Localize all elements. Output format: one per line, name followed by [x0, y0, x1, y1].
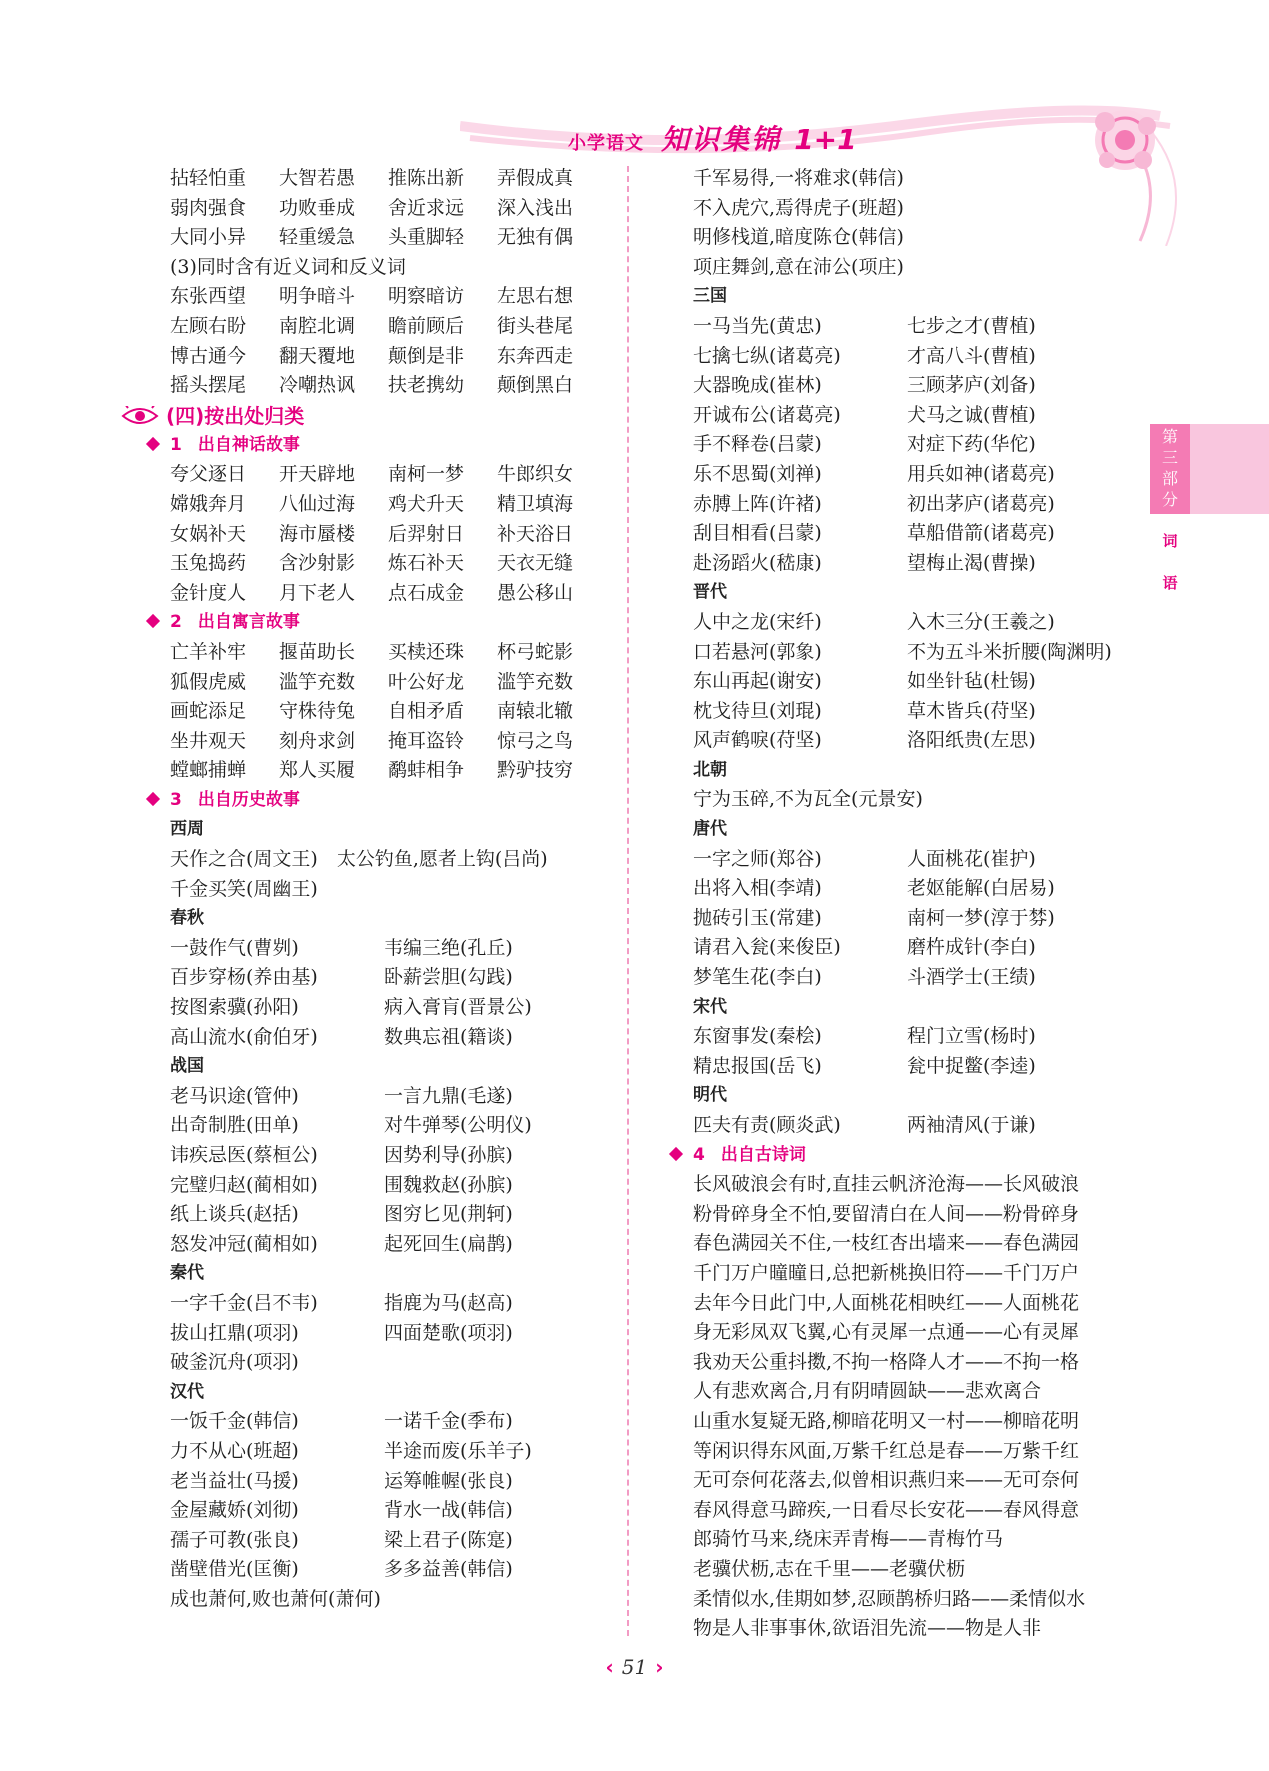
idiom-list-jin — [693, 608, 1153, 756]
subheading-history: 3 出自历史故事 — [148, 786, 610, 816]
table-row — [693, 933, 1153, 963]
idiom-list-han-continued — [693, 164, 1153, 282]
idiom-entry: 揠苗助长 — [279, 640, 356, 663]
idiom-entry: 推陈出新 — [388, 167, 465, 189]
list-item: 项庄舞剑,意在沛公(项庄) — [693, 255, 904, 278]
table-row — [170, 1319, 610, 1349]
table-row — [693, 667, 1153, 697]
idiom-entry: 亡羊补牢 — [170, 640, 247, 663]
table-row — [693, 697, 1153, 727]
idiom-entry: 坐井观天 — [170, 729, 247, 752]
list-item: 柔情似水,佳期如梦,忍顾鹊桥归路——柔情似水 — [693, 1587, 1086, 1610]
idiom-entry: 病入膏肓(晋景公) — [384, 996, 532, 1019]
idiom-entry: 金屋藏娇(刘彻) — [170, 1499, 299, 1522]
table-row — [693, 845, 1153, 875]
idiom-entry: 梁上君子(陈寔) — [384, 1528, 513, 1551]
list-item: 等闲识得东风面,万紫千红总是春——万紫千红 — [693, 1439, 1080, 1462]
idiom-entry: 三顾茅庐(刘备) — [907, 374, 1036, 397]
table-row — [693, 490, 1153, 520]
idiom-entry: 望梅止渴(曹操) — [907, 551, 1036, 574]
table-row — [170, 223, 610, 253]
table-row — [693, 519, 1153, 549]
idiom-entry: 磨杵成针(李白) — [907, 936, 1036, 959]
idiom-entry: 请君入瓮(来俊臣) — [693, 936, 841, 959]
idiom-entry: 卧薪尝胆(勾践) — [384, 966, 513, 989]
side-tab-part: 第 三 部 分 — [1161, 427, 1178, 509]
table-row — [170, 638, 610, 668]
idiom-entry: 运筹帷幄(张良) — [384, 1469, 513, 1492]
idiom-entry: 瞻前顾后 — [388, 314, 465, 337]
idiom-entry: 一言九鼎(毛遂) — [384, 1084, 513, 1107]
idiom-list-myth — [170, 460, 610, 608]
table-row — [170, 668, 610, 698]
idiom-entry: 左思右想 — [497, 285, 574, 308]
idiom-entry: 出将入相(李靖) — [693, 877, 822, 900]
idiom-entry: 抛砖引玉(常建) — [693, 906, 822, 929]
idiom-list-qin — [170, 1289, 610, 1378]
left-column — [166, 164, 610, 1615]
side-tab-category: 词 语 — [1162, 532, 1178, 592]
table-row — [170, 194, 610, 224]
idiom-entry: 狐假虎威 — [170, 670, 247, 693]
idiom-entry: 牛郎织女 — [497, 463, 574, 486]
idiom-entry: 含沙射影 — [279, 552, 356, 575]
idiom-entry: 草木皆兵(苻坚) — [907, 699, 1036, 722]
idiom-entry: 如坐针毡(杜锡) — [907, 670, 1036, 693]
list-item: 山重水复疑无路,柳暗花明又一村——柳暗花明 — [693, 1409, 1080, 1432]
idiom-entry: 一马当先(黄忠) — [693, 314, 822, 337]
idiom-entry: 南腔北调 — [279, 314, 356, 337]
list-item: 千军易得,一将难求(韩信) — [693, 167, 904, 189]
idiom-entry: 精忠报国(岳飞) — [693, 1054, 822, 1077]
list-item: 粉骨碎身全不怕,要留清白在人间——粉骨碎身 — [693, 1202, 1080, 1225]
book-header — [568, 118, 857, 158]
page-number-value: 51 — [621, 1655, 648, 1679]
idiom-entry: 老马识途(管仲) — [170, 1084, 299, 1107]
idiom-list-poetry — [693, 1170, 1153, 1644]
idiom-entry: 颠倒黑白 — [497, 374, 574, 397]
diamond-icon — [146, 614, 160, 628]
list-item: 人有悲欢离合,月有阴晴圆缺——悲欢离合 — [693, 1380, 1042, 1403]
idiom-entry: 赤膊上阵(许褚) — [693, 492, 822, 515]
idiom-entry: 滥竽充数 — [497, 670, 574, 693]
idiom-entry: 弱肉强食 — [170, 196, 247, 219]
list-item: 天作之合(周文王) 太公钓鱼,愿者上钩(吕尚) — [170, 848, 548, 871]
idiom-entry: 指鹿为马(赵高) — [384, 1291, 513, 1314]
idiom-entry: 街头巷尾 — [497, 314, 574, 337]
idiom-entry: 嫦娥奔月 — [170, 492, 247, 515]
idiom-entry: 冷嘲热讽 — [279, 374, 356, 397]
table-row — [170, 549, 610, 579]
idiom-list-chunqiu — [170, 934, 610, 1052]
chevron-left-icon: ‹ — [605, 1655, 614, 1679]
idiom-entry: 南柯一梦 — [388, 463, 465, 486]
idiom-entry: 手不释卷(吕蒙) — [693, 433, 822, 456]
idiom-entry: 因势利导(孙膑) — [384, 1144, 513, 1166]
table-row — [170, 727, 610, 757]
idiom-entry: 开诚布公(诸葛亮) — [693, 403, 841, 426]
idiom-entry: 梦笔生花(李白) — [693, 966, 822, 989]
idiom-entry: 才高八斗(曹植) — [907, 344, 1036, 367]
idiom-entry: 鹬蚌相争 — [388, 759, 465, 782]
table-row — [170, 993, 610, 1023]
idiom-entry: 多多益善(韩信) — [384, 1558, 513, 1581]
idiom-entry: 无独有偶 — [497, 226, 574, 249]
idiom-entry: 百步穿杨(养由基) — [170, 966, 318, 989]
idiom-entry: 滥竽充数 — [279, 670, 356, 693]
idiom-entry: 七步之才(曹植) — [907, 314, 1036, 337]
table-row — [170, 1082, 610, 1112]
diamond-icon — [146, 792, 160, 806]
idiom-entry — [384, 1348, 598, 1378]
subheading-myth: 1 出自神话故事 — [148, 431, 610, 461]
dynasty-label-sanguo: 三国 — [693, 286, 727, 307]
table-row — [170, 1289, 610, 1319]
list-item: 身无彩凤双飞翼,心有灵犀一点通——心有灵犀 — [693, 1321, 1080, 1344]
idiom-entry: 东奔西走 — [497, 344, 574, 367]
table-row — [170, 1437, 610, 1467]
idiom-entry: 大同小异 — [170, 226, 247, 249]
idiom-entry: 匹夫有责(顾炎武) — [693, 1114, 841, 1136]
table-row — [170, 756, 610, 786]
idiom-entry: 孺子可教(张良) — [170, 1528, 299, 1551]
table-row — [170, 934, 610, 964]
idiom-entry: 一诺千金(季布) — [384, 1410, 513, 1433]
list-item: 千门万户曈曈日,总把新桃换旧符——千门万户 — [693, 1261, 1080, 1284]
idiom-entry: 月下老人 — [279, 581, 356, 604]
idiom-entry: 破釜沉舟(项羽) — [170, 1351, 299, 1374]
header-subtitle: 小学语文 — [568, 133, 644, 154]
idiom-entry: 轻重缓急 — [279, 226, 356, 249]
section-4-title: (四)按出处归类 — [166, 403, 305, 428]
table-row — [170, 460, 610, 490]
idiom-entry: 初出茅庐(诸葛亮) — [907, 492, 1055, 515]
idiom-entry: 开天辟地 — [279, 463, 356, 486]
idiom-entry: 老当益壮(马援) — [170, 1469, 299, 1492]
idiom-entry: 金针度人 — [170, 581, 247, 604]
idiom-list-zhanguo — [170, 1082, 610, 1260]
idiom-entry: 夸父逐日 — [170, 463, 247, 486]
dynasty-label-chunqiu: 春秋 — [170, 908, 204, 929]
idiom-entry: 拔山扛鼎(项羽) — [170, 1321, 299, 1344]
list-item: 千金买笑(周幽王) — [170, 877, 318, 900]
idiom-entry: 一字千金(吕不韦) — [170, 1291, 318, 1314]
dynasty-label-ming: 明代 — [693, 1085, 727, 1106]
idiom-entry: 功败垂成 — [279, 196, 356, 219]
chevron-right-icon: › — [655, 1655, 664, 1679]
table-row — [693, 312, 1153, 342]
idiom-entry: 一鼓作气(曹刿) — [170, 936, 299, 959]
table-row — [170, 1200, 610, 1230]
idiom-entry: 犬马之诚(曹植) — [907, 403, 1036, 426]
idiom-entry: 纸上谈兵(赵括) — [170, 1203, 299, 1226]
idiom-entry: 怒发冲冠(蔺相如) — [170, 1232, 318, 1255]
table-row — [693, 342, 1153, 372]
idiom-entry: 大智若愚 — [279, 167, 356, 189]
idiom-entry: 高山流水(俞伯牙) — [170, 1025, 318, 1048]
dynasty-label-han: 汉代 — [170, 1381, 204, 1402]
idiom-list-antonyms — [170, 164, 610, 253]
table-row — [170, 1467, 610, 1497]
idiom-entry: 人中之龙(宋纤) — [693, 610, 822, 633]
list-item: 去年今日此门中,人面桃花相映红——人面桃花 — [693, 1291, 1080, 1314]
idiom-entry: 弄假成真 — [497, 167, 574, 189]
dynasty-label-xizhou: 西周 — [170, 819, 204, 840]
idiom-entry: 掩耳盗铃 — [388, 729, 465, 752]
idiom-entry: 背水一战(韩信) — [384, 1499, 513, 1522]
table-row — [170, 1348, 610, 1378]
list-item: 我劝天公重抖擞,不拘一格降人才——不拘一格 — [693, 1350, 1080, 1373]
dynasty-label-beichao: 北朝 — [693, 759, 727, 780]
idiom-entry: 炼石补天 — [388, 552, 465, 575]
idiom-entry: 按图索骥(孙阳) — [170, 996, 299, 1019]
idiom-entry: 补天浴日 — [497, 522, 574, 545]
table-row — [170, 342, 610, 372]
idiom-entry: 对牛弹琴(公明仪) — [384, 1114, 532, 1137]
idiom-entry: 南柯一梦(淳于棼) — [907, 906, 1055, 929]
section-4-heading — [120, 401, 610, 431]
table-row — [170, 282, 610, 312]
diamond-icon — [669, 1147, 683, 1161]
idiom-entry: 斗酒学士(王绩) — [907, 966, 1036, 989]
idiom-entry: 一饭千金(韩信) — [170, 1410, 299, 1433]
table-row — [170, 1407, 610, 1437]
idiom-entry: 起死回生(扁鹊) — [384, 1232, 513, 1255]
idiom-entry: 守株待兔 — [279, 700, 356, 723]
idiom-entry: 程门立雪(杨时) — [907, 1025, 1036, 1048]
subheading-poetry: 4 出自古诗词 — [671, 1141, 1153, 1171]
dynasty-label-qin: 秦代 — [170, 1263, 204, 1284]
table-row — [693, 874, 1153, 904]
idiom-entry: 完璧归赵(蔺相如) — [170, 1173, 318, 1196]
table-row — [170, 371, 610, 401]
idiom-entry: 韦编三绝(孔丘) — [384, 936, 513, 959]
idiom-entry: 摇头摆尾 — [170, 374, 247, 397]
idiom-list-fable — [170, 638, 610, 786]
table-row — [170, 164, 610, 194]
list-item: 郎骑竹马来,绕床弄青梅——青梅竹马 — [693, 1528, 1004, 1551]
table-row — [170, 1496, 610, 1526]
idiom-entry: 天衣无缝 — [497, 552, 574, 575]
idiom-entry: 画蛇添足 — [170, 700, 247, 723]
idiom-entry: 口若悬河(郭象) — [693, 640, 822, 663]
list-item: 长风破浪会有时,直挂云帆济沧海——长风破浪 — [693, 1173, 1080, 1196]
table-row — [170, 1230, 610, 1260]
idiom-entry: 四面楚歌(项羽) — [384, 1321, 513, 1344]
header-title: 知识集锦 — [661, 123, 782, 156]
idiom-list-han — [170, 1407, 610, 1585]
table-row — [693, 963, 1153, 993]
idiom-entry: 数典忘祖(籍谈) — [384, 1025, 513, 1048]
table-row — [693, 549, 1153, 579]
idiom-list-tang — [693, 845, 1153, 993]
flower-icon — [1095, 110, 1156, 170]
table-row — [170, 1111, 610, 1141]
table-row — [693, 430, 1153, 460]
idiom-entry: 刮目相看(吕蒙) — [693, 522, 822, 545]
idiom-entry: 乐不思蜀(刘禅) — [693, 462, 822, 485]
idiom-entry: 自相矛盾 — [388, 700, 465, 723]
table-row — [170, 1526, 610, 1556]
idiom-entry: 女娲补天 — [170, 522, 247, 545]
idiom-entry: 舍近求远 — [388, 196, 465, 219]
idiom-entry: 明察暗访 — [388, 285, 465, 308]
idiom-entry: 风声鹤唳(苻坚) — [693, 729, 822, 752]
idiom-entry: 海市蜃楼 — [279, 522, 356, 545]
idiom-entry: 七擒七纵(诸葛亮) — [693, 344, 841, 367]
page-number — [0, 1655, 1269, 1679]
eye-icon — [120, 406, 160, 426]
idiom-entry: 洛阳纸贵(左思) — [907, 729, 1036, 752]
table-row — [170, 520, 610, 550]
idiom-entry: 枕戈待旦(刘琨) — [693, 699, 822, 722]
header-edition: 1+1 — [794, 123, 857, 156]
table-row — [693, 1052, 1153, 1082]
idiom-entry: 黔驴技穷 — [497, 759, 574, 782]
idiom-entry: 头重脚轻 — [388, 226, 465, 249]
list-item: 物是人非事事休,欲语泪先流——物是人非 — [693, 1617, 1042, 1640]
table-row — [693, 726, 1153, 756]
idiom-entry: 买椟还珠 — [388, 640, 465, 663]
idiom-entry: 凿壁借光(匡衡) — [170, 1558, 299, 1581]
idiom-entry: 围魏救赵(孙膑) — [384, 1173, 513, 1196]
table-row — [170, 1555, 610, 1585]
table-row — [170, 312, 610, 342]
idiom-entry: 东山再起(谢安) — [693, 670, 822, 693]
idiom-entry: 大器晚成(崔林) — [693, 374, 822, 397]
idiom-entry: 对症下药(华佗) — [907, 433, 1036, 456]
idiom-entry: 拈轻怕重 — [170, 167, 247, 189]
idiom-entry: 东张西望 — [170, 285, 247, 308]
table-row — [170, 579, 610, 609]
idiom-entry: 刻舟求剑 — [279, 729, 356, 752]
table-row — [693, 1022, 1153, 1052]
idiom-entry: 东窗事发(秦桧) — [693, 1025, 822, 1048]
idiom-entry: 南辕北辙 — [497, 700, 574, 723]
idiom-entry: 左顾右盼 — [170, 314, 247, 337]
list-item: 明修栈道,暗度陈仓(韩信) — [693, 226, 904, 249]
table-row — [170, 1023, 610, 1053]
idiom-entry: 两袖清风(于谦) — [907, 1114, 1036, 1136]
idiom-entry: 出奇制胜(田单) — [170, 1114, 299, 1137]
idiom-entry: 讳疾忌医(蔡桓公) — [170, 1144, 318, 1166]
idiom-entry: 草船借箭(诸葛亮) — [907, 522, 1055, 545]
table-row — [170, 963, 610, 993]
idiom-entry: 螳螂捕蝉 — [170, 759, 247, 782]
list-item: 不入虎穴,焉得虎子(班超) — [693, 196, 904, 219]
table-row — [693, 401, 1153, 431]
right-column — [693, 164, 1153, 1644]
diamond-icon — [146, 437, 160, 451]
table-row — [693, 1111, 1153, 1141]
idiom-entry: 人面桃花(崔护) — [907, 847, 1036, 870]
idiom-entry: 不为五斗米折腰(陶渊明) — [907, 640, 1112, 663]
idiom-entry: 图穷匕见(荆轲) — [384, 1203, 513, 1226]
dynasty-label-tang: 唐代 — [693, 819, 727, 840]
idiom-entry: 一字之师(郑谷) — [693, 847, 822, 870]
idiom-entry: 老妪能解(白居易) — [907, 877, 1055, 900]
idiom-entry: 用兵如神(诸葛亮) — [907, 462, 1055, 485]
list-item: 成也萧何,败也萧何(萧何) — [170, 1587, 381, 1610]
idiom-entry: 玉兔捣药 — [170, 552, 247, 575]
table-row — [170, 1171, 610, 1201]
subheading-fable: 2 出自寓言故事 — [148, 608, 610, 638]
idiom-entry: 叶公好龙 — [388, 670, 465, 693]
idiom-entry: 郑人买履 — [279, 759, 356, 782]
idiom-entry: 赴汤蹈火(嵇康) — [693, 551, 822, 574]
idiom-entry: 力不从心(班超) — [170, 1439, 299, 1462]
table-row — [693, 904, 1153, 934]
list-item: 春风得意马蹄疾,一日看尽长安花——春风得意 — [693, 1498, 1080, 1521]
idiom-entry: 翻天覆地 — [279, 344, 356, 367]
idiom-entry: 深入浅出 — [497, 196, 574, 219]
idiom-entry: 颠倒是非 — [388, 344, 465, 367]
column-divider — [627, 166, 629, 1636]
idiom-entry: 惊弓之鸟 — [497, 729, 574, 752]
idiom-entry: 瓮中捉鳖(李逵) — [907, 1054, 1036, 1077]
idiom-entry: 后羿射日 — [388, 522, 465, 545]
list-item: 宁为玉碎,不为瓦全(元景安) — [693, 788, 923, 811]
idiom-list-song — [693, 1022, 1153, 1081]
subsection-3-title: (3)同时含有近义词和反义词 — [170, 255, 406, 278]
idiom-entry: 明争暗斗 — [279, 285, 356, 308]
idiom-entry: 八仙过海 — [279, 492, 356, 515]
idiom-entry: 半途而废(乐羊子) — [384, 1439, 532, 1462]
idiom-entry: 精卫填海 — [497, 492, 574, 515]
idiom-entry: 杯弓蛇影 — [497, 640, 574, 663]
table-row — [170, 490, 610, 520]
table-row — [693, 371, 1153, 401]
dynasty-label-zhanguo: 战国 — [170, 1056, 204, 1077]
idiom-entry: 入木三分(王羲之) — [907, 610, 1055, 633]
idiom-entry: 愚公移山 — [497, 581, 574, 604]
dynasty-label-song: 宋代 — [693, 996, 727, 1017]
idiom-list-sanguo — [693, 312, 1153, 578]
table-row — [693, 460, 1153, 490]
dynasty-label-jin: 晋代 — [693, 582, 727, 603]
idiom-entry: 博古通今 — [170, 344, 247, 367]
table-row — [170, 1141, 610, 1171]
table-row — [170, 697, 610, 727]
idiom-entry: 扶老携幼 — [388, 374, 465, 397]
idiom-entry: 鸡犬升天 — [388, 492, 465, 515]
side-tab-strip — [1190, 424, 1269, 514]
table-row — [693, 608, 1153, 638]
idiom-list-ming — [693, 1111, 1153, 1141]
table-row — [693, 638, 1153, 668]
list-item: 老骥伏枥,志在千里——老骥伏枥 — [693, 1557, 966, 1580]
list-item: 春色满园关不住,一枝红杏出墙来——春色满园 — [693, 1232, 1080, 1255]
idiom-entry: 点石成金 — [388, 581, 465, 604]
list-item: 无可奈何花落去,似曾相识燕归来——无可奈何 — [693, 1469, 1080, 1492]
idiom-list-synonym-antonym — [170, 282, 610, 400]
